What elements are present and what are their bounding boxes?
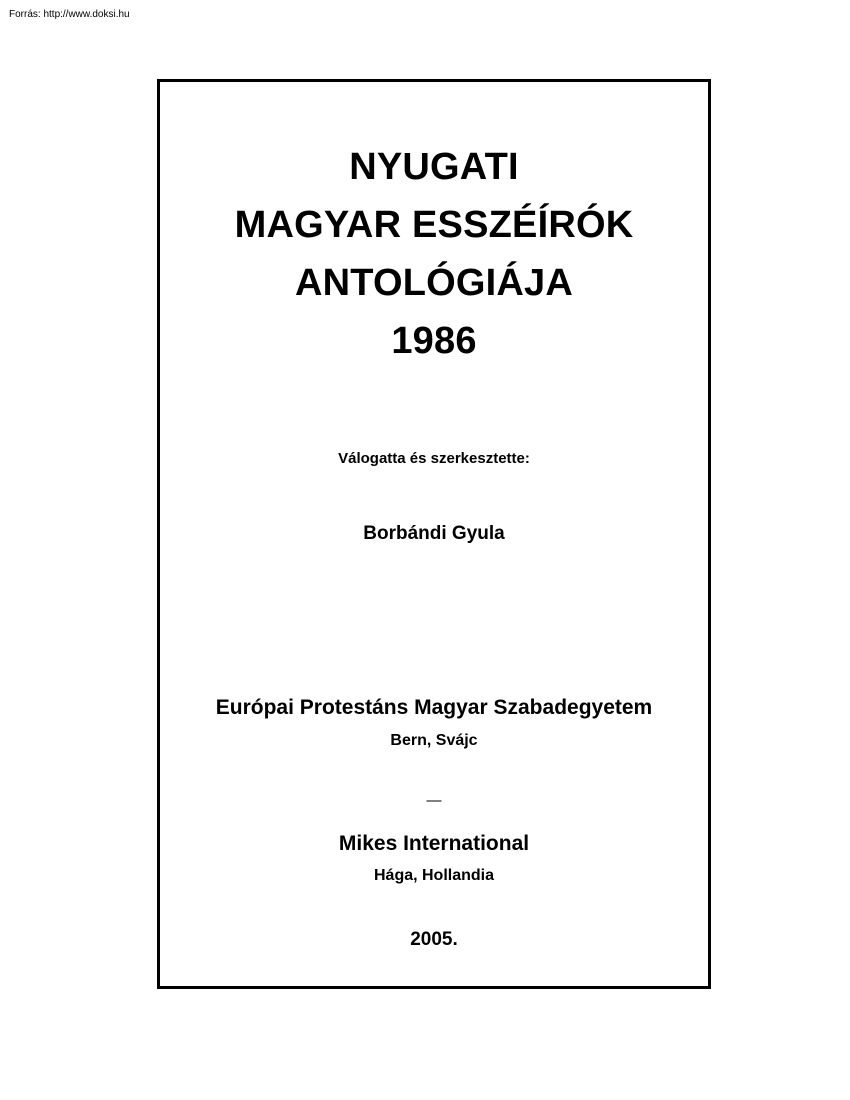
title-line-3: ANTOLÓGIÁJA: [294, 262, 574, 304]
editor-label: Válogatta és szerkesztette:: [338, 450, 530, 467]
publication-year: 2005.: [410, 929, 458, 950]
title-page-frame: [157, 79, 711, 989]
publisher-name-2: Mikes International: [338, 832, 530, 855]
title-year: 1986: [391, 320, 477, 362]
publisher-name-1: Európai Protestáns Magyar Szabadegyetem: [215, 696, 653, 719]
source-line: Forrás: http://www.doksi.hu: [9, 9, 130, 20]
book-title: [160, 138, 708, 370]
publisher-place-1: Bern, Svájc: [390, 732, 478, 749]
title-line-1: NYUGATI: [349, 146, 519, 188]
publisher-divider: —: [426, 792, 442, 809]
title-line-2: MAGYAR ESSZÉÍRÓK: [234, 204, 634, 246]
publisher-place-2: Hága, Hollandia: [373, 867, 495, 884]
editor-name: Borbándi Gyula: [363, 523, 505, 544]
